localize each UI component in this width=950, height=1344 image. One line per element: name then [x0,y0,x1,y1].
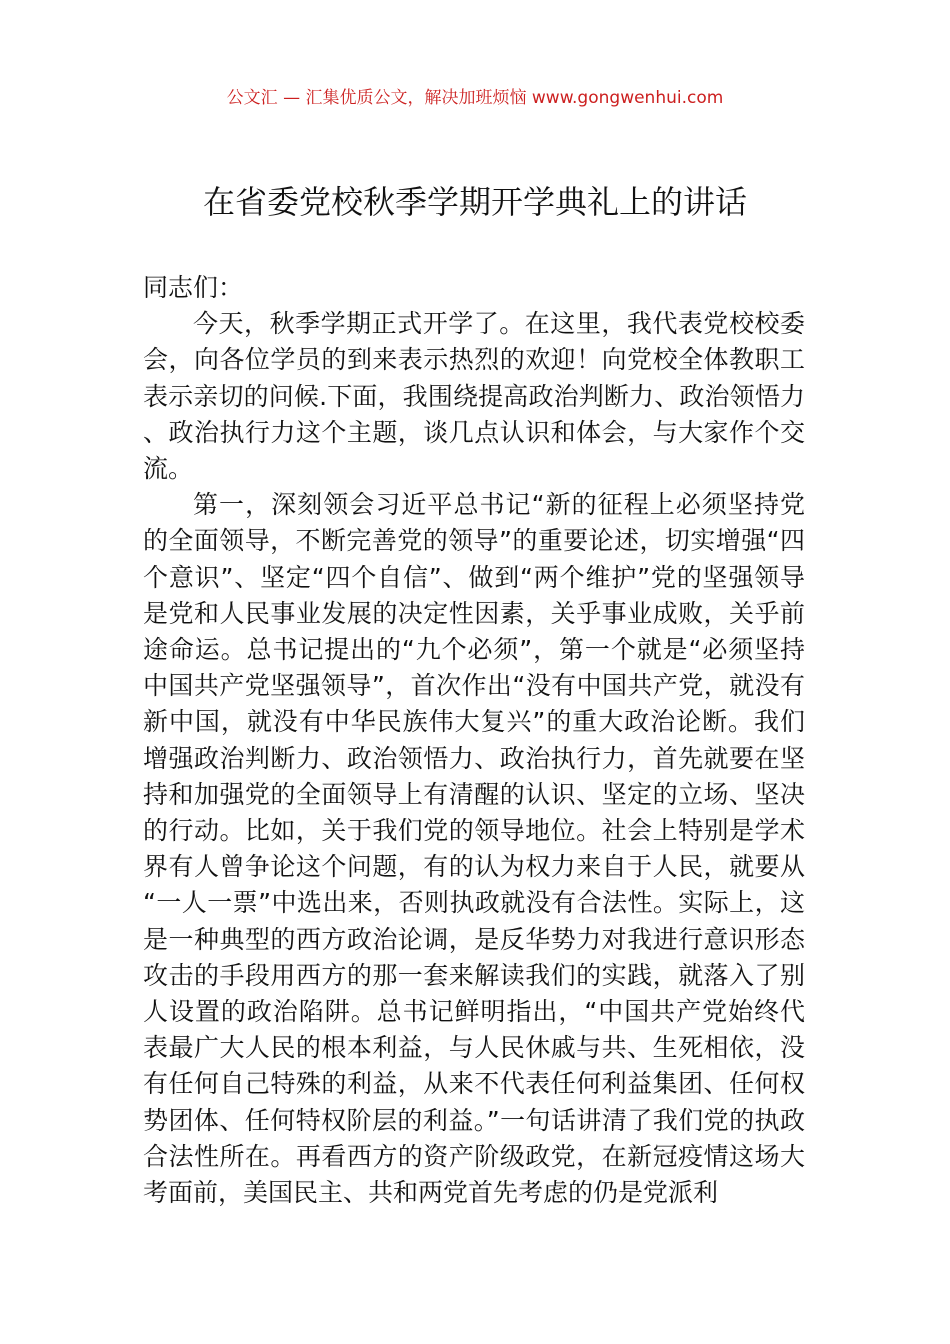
paragraph-intro: 今天，秋季学期正式开学了。在这里，我代表党校校委会，向各位学员的到来表示热烈的欢迎！向党校全体教职工表示亲切的问候.下面，我围绕提高政治判断力、政治领悟力、政治执行力这个主题，谈几点认识和体会，与大家作个交流。 [143,309,805,484]
document-title: 在省委党校秋季学期开学典礼上的讲话 [202,183,747,221]
salutation: 同志们： [143,273,244,302]
paragraph-first-point: 第一，深刻领会习近平总书记“新的征程上必须坚持党的全面领导，不断完善党的领导”的重要论述，切实增强“四个意识”、坚定“四个自信”、做到“两个维护”党的坚强领导是党和人民事业发展的决定性因素，关乎事业成败，关乎前途命运。总书记提出的“九个必须”，第一个就是“必须坚持中国共产党坚强领导”，首次作出“没有中国共产党，就没有新中国，就没有中华民族伟大复兴”的重大政治论断。我们增强政治判断力、政治领悟力、政治执行力，首先就要在坚持和加强党的全面领导上有清醒的认识、坚定的立场、坚决的行动。比如，关于我们党的领导地位。社会上特别是学术界有人曾争论这个问题，有的认为权力来自于人民，就要从“一人一票”中选出来，否则执政就没有合法性。实际上，这是一种典型的西方政治论调，是反华势力对我进行意识形态攻击的手段用西方的那一套来解读我们的实践，就落入了别人设置的政治陷阱。总书记鲜明指出，“中国共产党始终代表最广大人民的根本利益，与人民休戚与共、生死相依，没有任何自己特殊的利益，从来不代表任何利益集团、任何权势团体、任何特权阶层的利益。”一句话讲清了我们党的执政合法性所在。再看西方的资产阶级政党，在新冠疫情这场大考面前，美国民主、共和两党首先考虑的仍是党派利 [143,490,805,1208]
site-header-watermark: 公文汇 — 汇集优质公文，解决加班烦恼 www.gongwenhui.com [226,88,724,108]
document-body [143,270,805,1211]
